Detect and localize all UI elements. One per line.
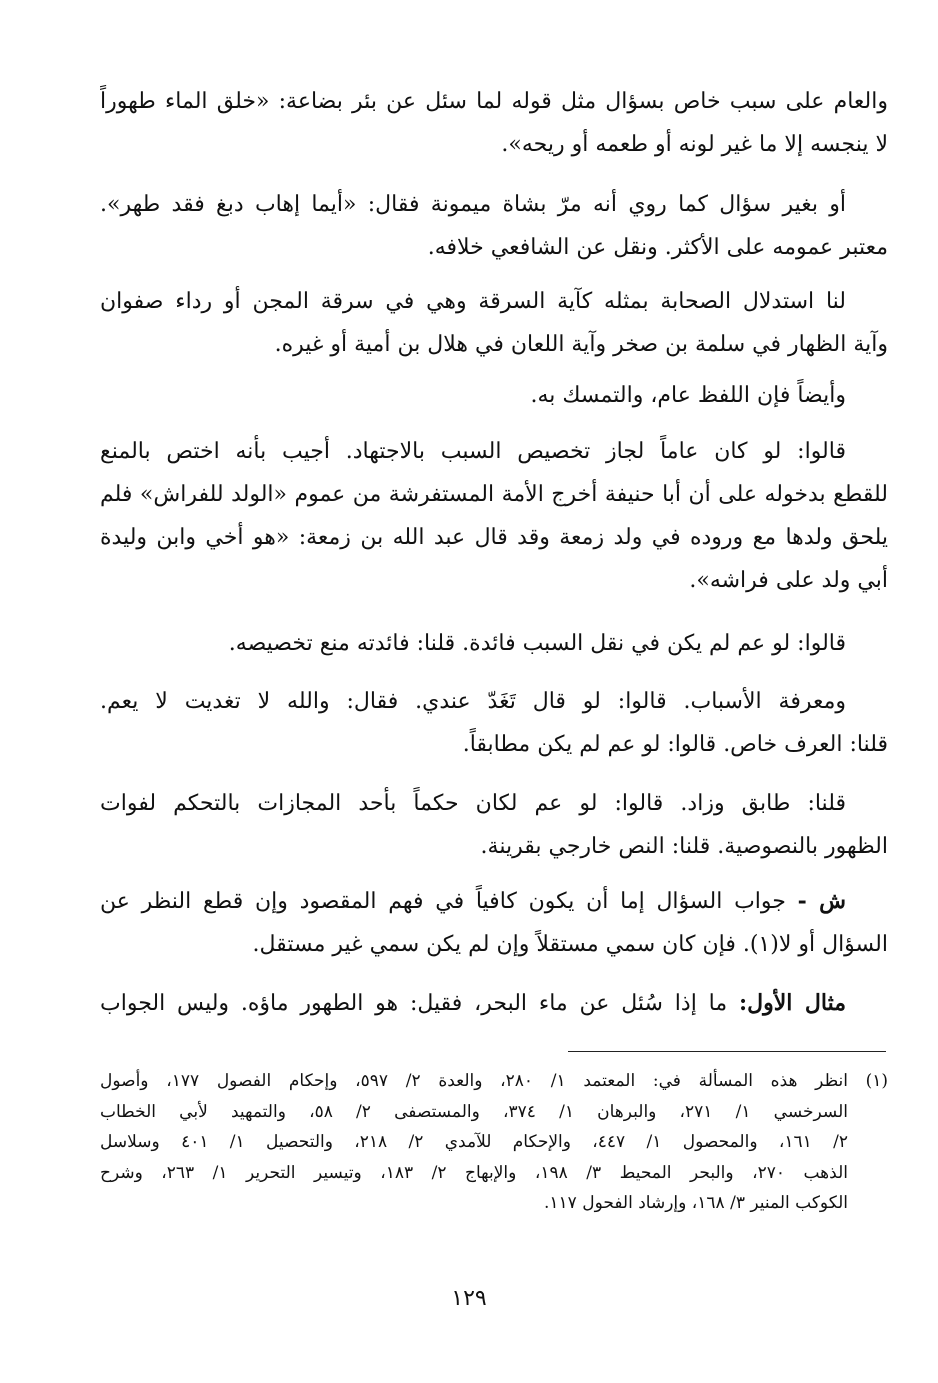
text-line: معتبر عمومه على الأكثر. ونقل عن الشافعي خلافه.: [427, 235, 888, 260]
footnote-body: [100, 1066, 848, 1219]
text-line: قلنا: العرف خاص. قالوا: لو عم لم يكن مطابقاً.: [462, 732, 888, 757]
text-line: للقطع بدخوله على أن أبا حنيفة أخرج الأمة المستفرشة من عموم «الولد للفراش» فلم: [100, 482, 888, 507]
footnote-line: السرخسي ١/ ٢٧١، والبرهان ١/ ٣٧٤، والمستصفى ٢/ ٥٨، والتمهيد لأبي الخطاب: [100, 1101, 848, 1122]
page-number: ١٢٩: [451, 1286, 487, 1311]
paragraph-10: [100, 982, 888, 1025]
paragraph-8: [100, 782, 888, 868]
footnote-line: ٢/ ١٦١، والمحصول ١/ ٤٤٧، والإحكام للآمدي ٢/ ٢١٨، والتحصيل ١/ ٤٠١ وسلاسل: [100, 1132, 848, 1152]
footnote-line: الكوكب المنير ٣/ ١٦٨، وإرشاد الفحول ١١٧.: [544, 1193, 848, 1213]
text-line: [100, 880, 888, 923]
text-line: أبي ولد على فراشه».: [689, 568, 888, 593]
paragraph-4: [100, 374, 888, 417]
paragraph-3: [100, 280, 888, 366]
footnote-separator: [568, 1051, 886, 1052]
text-line: وأيضاً فإن اللفظ عام، والتمسك به.: [530, 383, 846, 408]
paragraph-6: [100, 622, 888, 665]
paragraph-7: [100, 680, 888, 766]
text-line: قالوا: لو كان عاماً لجاز تخصيص السبب بالاجتهاد. أجيب بأنه اختص بالمنع: [100, 439, 846, 464]
text-line: قلنا: طابق وزاد. قالوا: لو عم لكان حكماً بأحد المجازات بالتحكم لفوات: [100, 791, 846, 816]
text-line: والعام على سبب خاص بسؤال مثل قوله لما سئل عن بئر بضاعة: «خلق الماء طهوراً: [100, 89, 888, 114]
footnote-number: (١): [865, 1071, 888, 1091]
paragraph-lead: ش -: [797, 888, 846, 914]
footnote-line: انظر هذه المسألة في: المعتمد ١/ ٢٨٠، والعدة ٢/ ٥٩٧، وإحكام الفصول ١٧٧، وأصول: [100, 1071, 848, 1091]
footnote-line: الذهب ٢٧٠، والبحر المحيط ٣/ ١٩٨، والإبهاج ٢/ ١٨٣، وتيسير التحرير ١/ ٢٦٣، وشرح: [100, 1162, 848, 1183]
text-line: لا ينجسه إلا ما غير لونه أو طعمه أو ريحه».: [501, 132, 888, 157]
text-line: ومعرفة الأسباب. قالوا: لو قال تَغَدّ عندي. فقال: والله لا تغديت لا يعم.: [100, 689, 846, 714]
text-line: [100, 982, 888, 1025]
text-line: السؤال أو لا(١). فإن كان سمي مستقلاً وإن لم يكن سمي غير مستقل.: [252, 932, 888, 957]
text-line: قالوا: لو عم لم يكن في نقل السبب فائدة. قلنا: فائدته منع تخصيصه.: [228, 631, 846, 656]
text-span: ما إذا سُئل عن ماء البحر، فقيل: هو الطهور ماؤه. وليس الجواب: [100, 991, 728, 1016]
paragraph-5: [100, 430, 888, 602]
text-line: الظهور بالنصوصية. قلنا: النص خارجي بقرينة.: [480, 834, 888, 859]
paragraph-2: [100, 183, 888, 269]
paragraph-9: [100, 880, 888, 966]
paragraph-1: [100, 80, 888, 166]
footnote: [100, 1066, 888, 1219]
text-line: لنا استدلال الصحابة بمثله كآية السرقة وهي في سرقة المجن أو رداء صفوان: [100, 289, 846, 314]
text-line: وآية الظهار في سلمة بن صخر وآية اللعان في هلال بن أمية أو غيره.: [274, 332, 888, 357]
text-line: أو بغير سؤال كما روي أنه مرّ بشاة ميمونة فقال: «أيما إهاب دبغ فقد طهر».: [100, 192, 846, 217]
paragraph-lead: مثال الأول:: [739, 990, 846, 1016]
text-span: جواب السؤال إما أن يكون كافياً في فهم المقصود وإن قطع النظر عن: [100, 889, 786, 914]
text-line: يلحق ولدها مع وروده في ولد زمعة وقد قال عبد الله بن زمعة: «هو أخي وابن وليدة: [100, 525, 888, 550]
